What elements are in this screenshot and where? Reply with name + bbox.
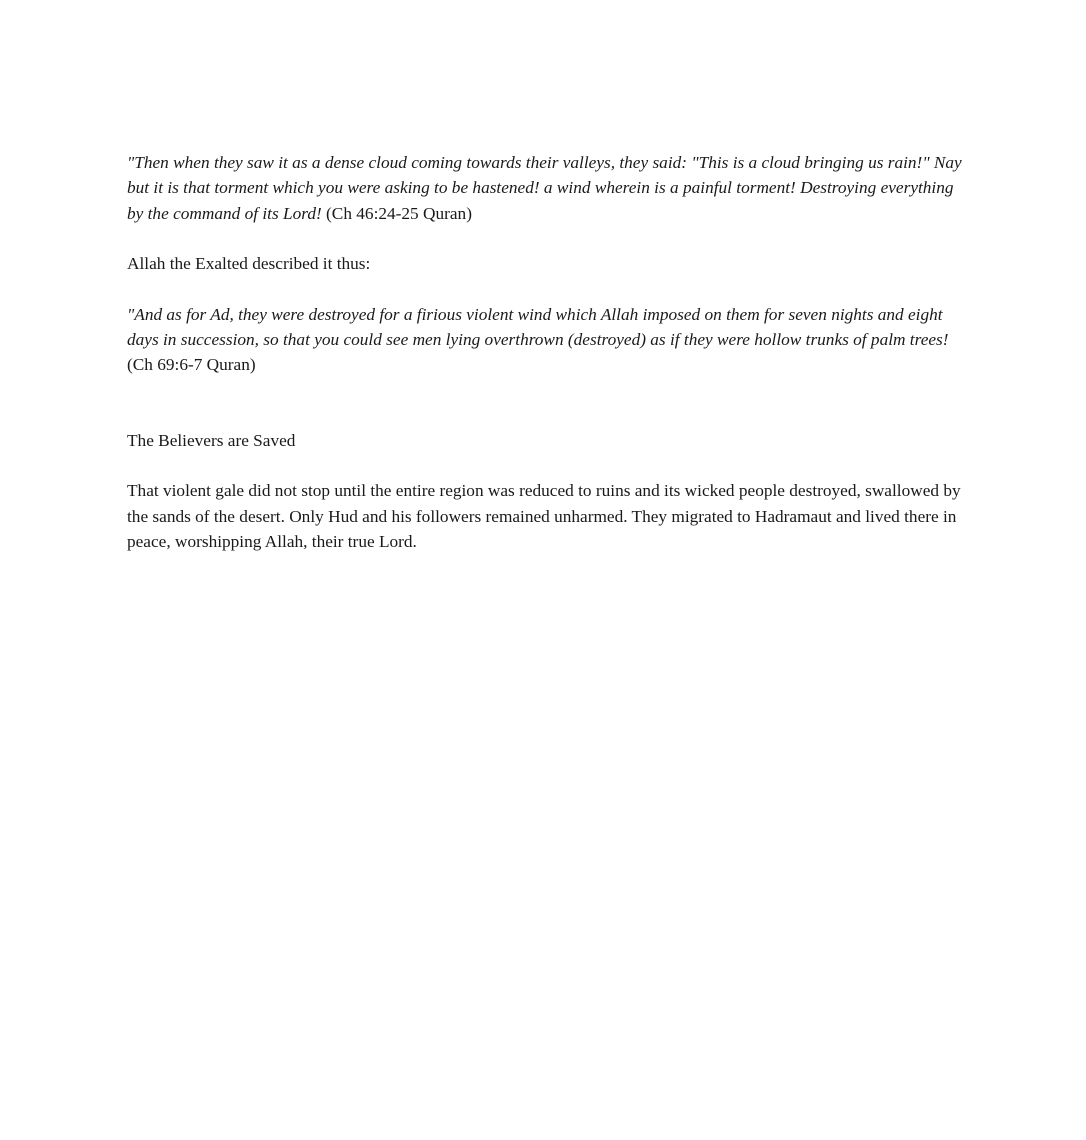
quote-1-italic-text: "Then when they saw it as a dense cloud coming towards their valleys, they said: "This is a cloud bringing us rain!" Nay but it is that torment which you were asking to be hastened! a wind wherein is a painful torment! Destroying everything by the command of its Lord! [127, 153, 962, 223]
quran-quote-2 [127, 302, 965, 378]
quote-1-citation: (Ch 46:24-25 Quran) [321, 203, 472, 223]
quote-2-italic-text: "And as for Ad, they were destroyed for a firious violent wind which Allah imposed on them for seven nights and eight days in succession, so that you could see men lying overthrown (destroyed) as if they were hollow trunks of palm trees! [127, 304, 949, 350]
quote-2-citation: (Ch 69:6-7 Quran) [127, 355, 256, 375]
section-heading: The Believers are Saved [127, 430, 296, 450]
quran-quote-1 [127, 150, 965, 226]
intro-line: Allah the Exalted described it thus: [127, 254, 371, 274]
body-paragraph: That violent gale did not stop until the entire region was reduced to ruins and its wicked people destroyed, swallowed by the sands of the desert. Only Hud and his followers remained unharmed. They migrated to Hadramaut and lived there in peace, worshipping Allah, their true Lord. [127, 481, 961, 552]
document-content [127, 150, 965, 579]
